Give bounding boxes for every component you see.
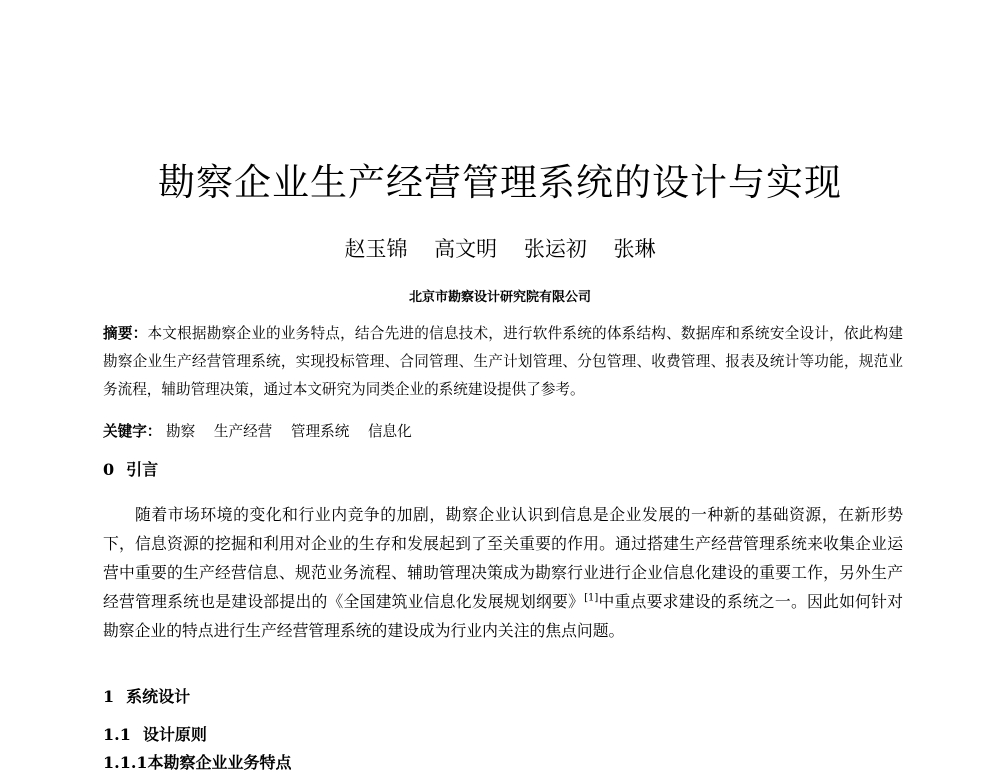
section-number: 1 xyxy=(103,687,115,706)
section-heading-1 xyxy=(103,684,190,707)
citation-ref: [1] xyxy=(584,592,599,604)
keywords xyxy=(103,420,903,444)
author-name: 张运初 xyxy=(523,237,587,261)
intro-text: 随着市场环境的变化和行业内竞争的加剧，勘察企业认识到信息是企业发展的一种新的基础资源，在新形势下，信息资源的挖掘和利用对企业的生存和发展起到了至关重要的作用。通过搭建生产经营管理系统来收集企业运营中重要的生产经营信息、规范业务流程、辅助管理决策成为勘察行业进行企业信息化建设的重要工作，另外生产经营管理系统也是建设部提出的《全国建筑业信息化发展规划纲要》 xyxy=(103,505,903,611)
keywords-label: 关键字： xyxy=(103,423,162,440)
section-number: 0 xyxy=(103,460,115,479)
abstract-text: 本文根据勘察企业的业务特点，结合先进的信息技术，进行软件系统的体系结构、数据库和系统安全设计，依此构建勘察企业生产经营管理系统，实现投标管理、合同管理、生产计划管理、分包管理、收费管理、报表及统计等功能，规范业务流程，辅助管理决策，通过本文研究为同类企业的系统建设提供了参考。 xyxy=(103,325,903,398)
intro-text-tail: 中重点要求建设的系统之一。因此如何针对勘察企业的特点进行生产经营管理系统的建设成为行业内关注的焦点问题。 xyxy=(103,592,903,640)
section-title: 设计原则 xyxy=(142,725,207,744)
section-title: 系统设计 xyxy=(126,687,191,706)
section-number: 1.1 xyxy=(103,725,131,744)
section-heading-intro xyxy=(103,457,158,480)
section-title: 引言 xyxy=(126,460,159,479)
author-name: 高文明 xyxy=(434,237,498,261)
abstract-label: 摘要： xyxy=(103,325,148,342)
keyword: 生产经营 xyxy=(213,423,273,440)
author-name: 赵玉锦 xyxy=(344,237,408,261)
intro-paragraph xyxy=(103,500,903,645)
author-list xyxy=(0,233,1000,263)
keyword: 勘察 xyxy=(166,423,196,440)
affiliation: 北京市勘察设计研究院有限公司 xyxy=(408,290,591,305)
paper-title: 勘察企业生产经营管理系统的设计与实现 xyxy=(158,161,842,204)
author-name: 张琳 xyxy=(613,237,656,261)
section-heading-1-1 xyxy=(103,722,207,745)
section-heading-1-1-1: 1.1.1本勘察企业业务特点 xyxy=(103,753,292,772)
abstract xyxy=(103,320,903,404)
keyword: 信息化 xyxy=(367,423,412,440)
keyword: 管理系统 xyxy=(290,423,350,440)
